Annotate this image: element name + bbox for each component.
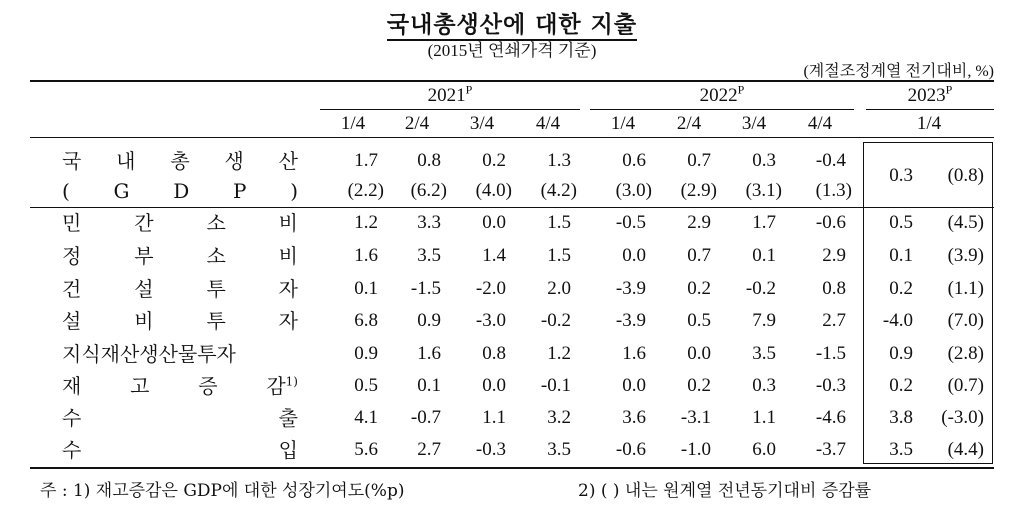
unit-label: (계절조정계열 전기대비, %) [803, 63, 994, 80]
row-latest-value: 0.2 [889, 375, 913, 396]
row-value: 0.1 [354, 278, 378, 299]
row-label [62, 375, 298, 397]
label-char: 비 [278, 211, 298, 235]
row-value: 0.1 [752, 245, 776, 266]
row-label [62, 439, 298, 461]
row-value: 1.5 [547, 212, 571, 233]
row-value: 0.9 [417, 310, 441, 331]
gdp-value: 0.3 [752, 150, 776, 171]
label-char: 지식재산생산물투자 [62, 342, 236, 366]
row-value: 0.0 [687, 343, 711, 364]
label-char: 정 [62, 244, 82, 268]
row-value: 0.3 [752, 375, 776, 396]
row-value: 1.6 [417, 343, 441, 364]
label-char: 고 [130, 374, 150, 398]
row-value: -0.2 [540, 310, 571, 331]
row-value: 0.9 [354, 343, 378, 364]
row-latest-yoy: (1.1) [947, 278, 984, 299]
row-latest-value: 0.1 [889, 245, 913, 266]
year-underline-2023 [866, 109, 994, 110]
row-value: 1.2 [354, 212, 378, 233]
row-value: -2.0 [475, 278, 506, 299]
row-value: 0.1 [417, 375, 441, 396]
row-label [62, 343, 298, 365]
label-char: 입 [278, 438, 298, 462]
quarter-header: 1/4 [916, 113, 942, 134]
gdp-value: -0.4 [815, 150, 846, 171]
row-value: 2.7 [822, 310, 846, 331]
gdp-yoy: (2.2) [347, 180, 384, 201]
label-char: 간 [134, 211, 154, 235]
quarter-header: 3/4 [469, 113, 495, 134]
label-char: 내 [116, 149, 136, 173]
row-latest-value: -4.0 [882, 310, 913, 331]
quarter-header: 4/4 [535, 113, 561, 134]
label-char: G [113, 179, 130, 203]
row-label [62, 278, 298, 300]
row-latest-yoy: (7.0) [947, 310, 984, 331]
row-value: 0.2 [687, 278, 711, 299]
gdp-latest-value: 0.3 [889, 165, 913, 186]
row-latest-yoy: (0.7) [947, 375, 984, 396]
label-char: ( [62, 179, 70, 203]
gdp-value: 0.2 [482, 150, 506, 171]
label-char: 비 [278, 244, 298, 268]
quarter-header: 1/4 [340, 113, 366, 134]
row-value: -0.3 [475, 439, 506, 460]
row-value: 0.8 [482, 343, 506, 364]
row-value: -0.1 [540, 375, 571, 396]
gdp-value: 0.6 [622, 150, 646, 171]
label-char: 설 [62, 309, 82, 333]
row-value: 3.5 [417, 245, 441, 266]
row-value: 0.2 [687, 375, 711, 396]
row-value: 0.0 [622, 245, 646, 266]
gdp-yoy: (4.2) [540, 180, 577, 201]
label-char: ) [290, 179, 298, 203]
label-char: 설 [134, 277, 154, 301]
row-value: 1.1 [482, 407, 506, 428]
year-underline-2022 [590, 109, 854, 110]
row-value: -1.5 [410, 278, 441, 299]
quarter-header: 1/4 [610, 113, 636, 134]
label-char: 자 [278, 309, 298, 333]
row-value: -0.6 [815, 212, 846, 233]
bottom-rule [30, 467, 994, 469]
label-char: D [173, 179, 190, 203]
row-value: 2.9 [687, 212, 711, 233]
row-label [62, 245, 298, 267]
label-char: 감$^{1)}$ [266, 374, 298, 398]
gdp-yoy: (3.0) [615, 180, 652, 201]
row-value: 1.6 [622, 343, 646, 364]
quarter-header: 2/4 [676, 113, 702, 134]
row-value: -0.3 [815, 375, 846, 396]
row-value: -3.9 [615, 310, 646, 331]
row-value: 6.0 [752, 439, 776, 460]
label-char: 총 [170, 149, 190, 173]
label-char: 생 [224, 149, 244, 173]
label-char: 비 [134, 309, 154, 333]
gdp-latest-yoy: (0.8) [947, 165, 984, 186]
label-char: 투 [206, 309, 226, 333]
gdp-value: 1.3 [547, 150, 571, 171]
label-char: 부 [134, 244, 154, 268]
gdp-yoy: (2.9) [680, 180, 717, 201]
label-char: 국 [62, 149, 82, 173]
row-value: -3.0 [475, 310, 506, 331]
label-char: 소 [206, 211, 226, 235]
row-latest-value: 0.5 [889, 212, 913, 233]
row-latest-value: 0.2 [889, 278, 913, 299]
label-char: 투 [206, 277, 226, 301]
gdp-yoy: (6.2) [410, 180, 447, 201]
quarter-header: 4/4 [807, 113, 833, 134]
gdp-value: 0.8 [417, 150, 441, 171]
row-value: 6.8 [354, 310, 378, 331]
row-value: 1.7 [752, 212, 776, 233]
row-value: -0.6 [615, 439, 646, 460]
gdp-rule [30, 207, 994, 208]
row-value: 0.8 [822, 278, 846, 299]
row-value: 3.5 [547, 439, 571, 460]
gdp-value: 1.7 [354, 150, 378, 171]
row-value: -3.1 [680, 407, 711, 428]
label-char: 민 [62, 211, 82, 235]
top-rule [30, 80, 994, 82]
footnote-2: 2) ( ) 내는 원계열 전년동기대비 증감률 [578, 481, 872, 501]
row-value: 3.3 [417, 212, 441, 233]
row-value: -0.2 [745, 278, 776, 299]
row-latest-yoy: (2.8) [947, 343, 984, 364]
label-footnote-mark: 1) [285, 374, 298, 389]
row-value: -0.7 [410, 407, 441, 428]
row-value: -0.5 [615, 212, 646, 233]
row-value: 0.7 [687, 245, 711, 266]
footnote-1: 주 : 1) 재고증감은 GDP에 대한 성장기여도(%p) [40, 481, 405, 501]
year-2021: $2021^P$ [427, 82, 473, 106]
row-latest-value: 0.9 [889, 343, 913, 364]
row-value: 0.5 [687, 310, 711, 331]
row-value: 0.0 [622, 375, 646, 396]
row-value: 3.2 [547, 407, 571, 428]
quarter-header: 3/4 [741, 113, 767, 134]
gdp-yoy: (3.1) [745, 180, 782, 201]
gdp-yoy: (4.0) [475, 180, 512, 201]
row-value: 3.6 [622, 407, 646, 428]
row-value: 2.0 [547, 278, 571, 299]
label-char: 산 [278, 149, 298, 173]
year-2022: $2022^P$ [699, 82, 745, 106]
row-latest-yoy: (4.5) [947, 212, 984, 233]
row-value: 0.0 [482, 212, 506, 233]
year-2023: $2023^P$ [907, 82, 953, 106]
row-value: -1.5 [815, 343, 846, 364]
label-char: 수 [62, 438, 82, 462]
table-subtitle: (2015년 연쇄가격 기준) [427, 41, 597, 60]
row-label [62, 310, 298, 332]
row-latest-yoy: (-3.0) [941, 407, 984, 428]
gdp-label [62, 150, 298, 172]
row-latest-value: 3.5 [889, 439, 913, 460]
row-label [62, 212, 298, 234]
gdp-value: 0.7 [687, 150, 711, 171]
row-value: -1.0 [680, 439, 711, 460]
label-char: 출 [278, 406, 298, 430]
row-value: -3.7 [815, 439, 846, 460]
gdp-sublabel [62, 180, 298, 202]
row-value: 2.7 [417, 439, 441, 460]
label-char: 수 [62, 406, 82, 430]
row-value: 1.4 [482, 245, 506, 266]
label-char: 자 [278, 277, 298, 301]
gdp-yoy: (1.3) [815, 180, 852, 201]
row-value: -4.6 [815, 407, 846, 428]
label-char: 증 [198, 374, 218, 398]
row-value: 0.5 [354, 375, 378, 396]
row-value: 5.6 [354, 439, 378, 460]
year-underline-2021 [320, 109, 580, 110]
row-value: 1.5 [547, 245, 571, 266]
row-value: 0.0 [482, 375, 506, 396]
row-value: 2.9 [822, 245, 846, 266]
label-char: 재 [62, 374, 82, 398]
row-latest-yoy: (3.9) [947, 245, 984, 266]
row-value: 1.2 [547, 343, 571, 364]
label-char: 소 [206, 244, 226, 268]
row-value: 1.6 [354, 245, 378, 266]
row-latest-value: 3.8 [889, 407, 913, 428]
quarter-header: 2/4 [404, 113, 430, 134]
header-rule [30, 137, 994, 138]
row-value: 1.1 [752, 407, 776, 428]
row-value: 7.9 [752, 310, 776, 331]
row-value: 3.5 [752, 343, 776, 364]
row-latest-yoy: (4.4) [947, 439, 984, 460]
row-value: 4.1 [354, 407, 378, 428]
row-value: -3.9 [615, 278, 646, 299]
table-title: 국내총생산에 대한 지출 [0, 6, 1024, 39]
row-label [62, 407, 298, 429]
label-char: P [233, 179, 247, 203]
label-char: 건 [62, 277, 82, 301]
